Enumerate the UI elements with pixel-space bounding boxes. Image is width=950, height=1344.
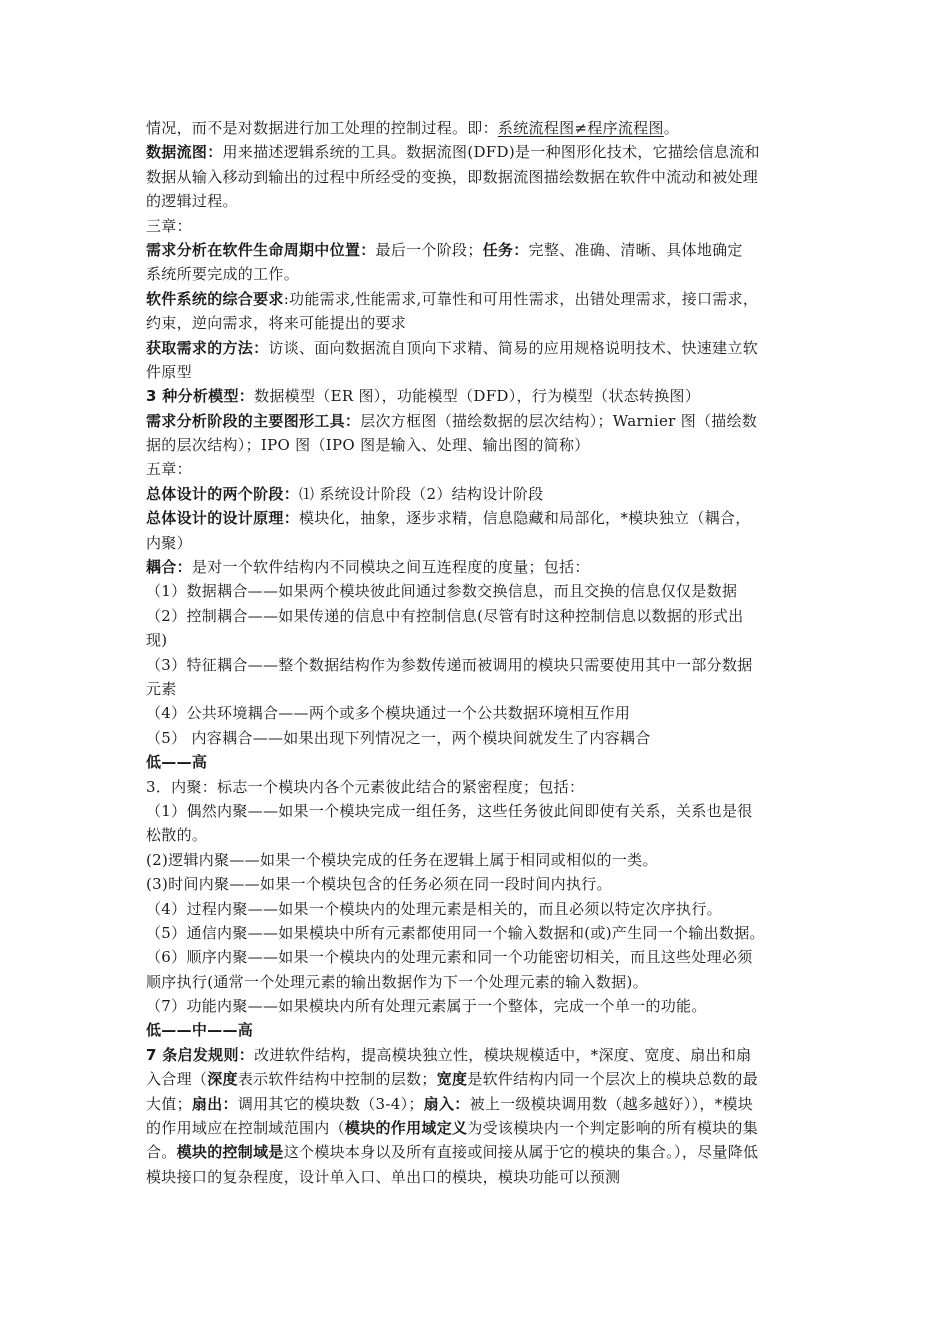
text-line: 情况，而不是对数据进行加工处理的控制过程。即：系统流程图≠程序流程图。 [146,119,680,137]
text-line: 软件系统的综合要求:功能需求,性能需求,可靠性和可用性需求，出错处理需求，接口需求， [146,289,759,308]
text-line: 7 条启发规则：改进软件结构，提高模块独立性，模块规模适中，*深度、宽度、扇出和扇 [146,1045,752,1064]
chapter-heading: 三章： [146,216,192,235]
term-heading: 7 条启发规则： [146,1045,255,1064]
term-heading: 需求分析阶段的主要图形工具： [146,411,361,430]
term-heading: 总体设计的两个阶段： [146,484,300,503]
text-line: 大值；扇出：调用其它的模块数（3-4）；扇入：被上一级模块调用数（越多越好）），*模块 [146,1094,754,1113]
list-item: （3）特征耦合——整个数据结构作为参数传递而被调用的模块只需要使用其中一部分数据 [146,655,753,674]
text-line: 数据流图：用来描述逻辑系统的工具。数据流图(DFD)是一种图形化技术，它描绘信息流和 [146,143,760,162]
term-heading: 数据流图： [146,143,223,162]
text-line: 模块接口的复杂程度，设计单入口、单出口的模块，模块功能可以预测 [146,1167,621,1186]
text-line: 的作用域应在控制域范围内（模块的作用域定义为受该模块内一个判定影响的所有模块的集 [146,1119,759,1138]
list-item: （5）通信内聚——如果模块中所有元素都使用同一个输入数据和(或)产生同一个输出数据。 [146,923,765,942]
text-line: 数据从输入移动到输出的过程中所经受的变换，即数据流图描绘数据在软件中流动和被处理 [146,167,759,186]
list-item: （5） 内容耦合——如果出现下列情况之一，两个模块间就发生了内容耦合 [146,728,651,747]
term-heading: 任务： [482,240,529,259]
text-line: 系统所要完成的工作。 [146,265,300,284]
list-item: （1）数据耦合——如果两个模块彼此间通过参数交换信息，而且交换的信息仅仅是数据 [146,582,738,601]
text-line: 入合理（深度表示软件结构中控制的层数；宽度是软件结构内同一个层次上的模块总数的最 [146,1070,759,1089]
text-line: 现) [146,631,168,650]
list-item: （1）偶然内聚——如果一个模块完成一组任务，这些任务彼此间即使有关系，关系也是很 [146,801,753,820]
text-line: 总体设计的两个阶段：⑴ 系统设计阶段（2）结构设计阶段 [146,484,544,503]
list-item: （4）过程内聚——如果一个模块内的处理元素是相关的，而且必须以特定次序执行。 [146,899,722,918]
list-item: (3)时间内聚——如果一个模块包含的任务必须在同一段时间内执行。 [146,875,612,894]
term-heading: 总体设计的设计原理： [146,509,300,528]
text-line: 需求分析在软件生命周期中位置：最后一个阶段；任务：完整、准确、清晰、具体地确定 [146,240,743,259]
text-line: 内聚） [146,533,192,552]
text-line: 需求分析阶段的主要图形工具：层次方框图（描绘数据的层次结构）；Warnier 图（描绘数 [146,411,758,430]
list-item: （7）功能内聚——如果模块内所有处理元素属于一个整体，完成一个单一的功能。 [146,997,707,1016]
text-line: 总体设计的设计原理：模块化，抽象，逐步求精，信息隐藏和局部化，*模块独立（耦合， [146,509,751,528]
text-line: 3．内聚：标志一个模块内各个元素彼此结合的紧密程度；包括： [146,777,585,796]
underlined-phrase: 系统流程图≠程序流程图 [497,119,664,137]
list-item: （2）控制耦合——如果传递的信息中有控制信息(尽管有时这种控制信息以数据的形式出 [146,606,744,625]
term-heading: 3 种分析模型： [146,387,255,406]
term-heading: 需求分析在软件生命周期中位置： [146,240,376,259]
chapter-heading: 五章： [146,460,192,479]
list-item: (2)逻辑内聚——如果一个模块完成的任务在逻辑上属于相同或相似的一类。 [146,850,658,869]
list-item: （6）顺序内聚——如果一个模块内的处理元素和同一个功能密切相关，而且这些处理必须 [146,948,753,967]
text-line: 3 种分析模型：数据模型（ER 图），功能模型（DFD），行为模型（状态转换图） [146,387,701,406]
term-heading: 获取需求的方法： [146,338,269,357]
text-line: 件原型 [146,362,192,381]
term-heading: 软件系统的综合要求 [146,289,284,308]
text-line: 据的层次结构）；IPO 图（IPO 图是输入、处理、输出图的简称） [146,436,590,455]
scale-note: 低——高 [146,753,208,772]
text-line: 松散的。 [146,826,208,845]
scale-note: 低——中——高 [146,1021,254,1040]
text-line: 耦合：是对一个软件结构内不同模块之间互连程度的度量；包括： [146,558,590,577]
text-line: 顺序执行(通常一个处理元素的输出数据作为下一个处理元素的输入数据)。 [146,972,648,991]
text-line: 的逻辑过程。 [146,192,238,211]
list-item: （4）公共环境耦合——两个或多个模块通过一个公共数据环境相互作用 [146,704,631,723]
text-line: 约束，逆向需求，将来可能提出的要求 [146,314,407,333]
document-page [146,116,810,1189]
text-line: 元素 [146,679,177,698]
text-line: 合。模块的控制域是这个模块本身以及所有直接或间接从属于它的模块的集合。），尽量降低 [146,1143,759,1162]
term-heading: 耦合： [146,558,192,577]
text-line: 获取需求的方法：访谈、面向数据流自顶向下求精、简易的应用规格说明技术、快速建立软 [146,338,759,357]
